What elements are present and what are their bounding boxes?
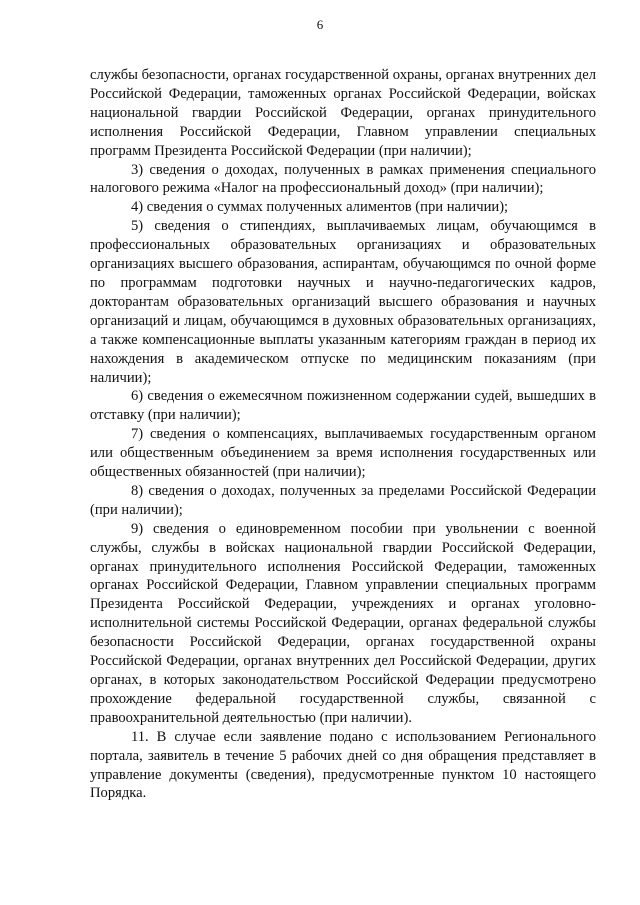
- document-body: [90, 66, 596, 803]
- paragraph-clause-11: 11. В случае если заявление подано с использованием Регионального портала, заявитель в течение 5 рабочих дней со дня обращения представляет в управление документы (сведения), предусмотренные пунктом 10 настоящего Порядка.: [90, 728, 596, 802]
- paragraph-item-4: 4) сведения о суммах полученных алиментов (при наличии);: [131, 199, 509, 216]
- paragraph-item-8: 8) сведения о доходах, полученных за пределами Российской Федерации (при наличии);: [90, 482, 596, 518]
- paragraph-continuation: службы безопасности, органах государственной охраны, органах внутренних дел Российской Федерации, таможенных органах Российской Федерации, войсках национальной гвардии Российской Федерации, органах принудительного исполнения Российской Федерации, Главном управлении специальных программ Президента Российской Федерации (при наличии);: [90, 67, 596, 159]
- paragraph-item-6: 6) сведения о ежемесячном пожизненном содержании судей, вышедших в отставку (при наличии);: [90, 388, 596, 424]
- paragraph-item-3: 3) сведения о доходах, полученных в рамках применения специального налогового режима «Налог на профессиональный доход» (при наличии);: [90, 161, 596, 197]
- paragraph-item-5: 5) сведения о стипендиях, выплачиваемых лицам, обучающимся в профессиональных образовательных организациях и образовательных организациях высшего образования, аспирантам, обучающимся по очной форме по программам подготовки научных и научно-педагогических кадров, докторантам образовательных организаций высшего образования и научных организаций и лицам, обучающимся в духовных образовательных организациях, а также компенсационные выплаты указанным категориям граждан в период их нахождения в академическом отпуске по медицинским показаниям (при наличии);: [90, 218, 596, 386]
- page-number: 6: [316, 17, 324, 32]
- paragraph-item-7: 7) сведения о компенсациях, выплачиваемых государственным органом или общественным объединением за время исполнения государственных или общественных обязанностей (при наличии);: [90, 426, 596, 481]
- paragraph-item-9: 9) сведения о единовременном пособии при увольнении с военной службы, службы в войсках национальной гвардии Российской Федерации, органах принудительного исполнения Российской Федерации, таможенных органах Российской Федерации, Главном управлении специальных программ Президента Российской Федерации, учреждениях и органах уголовно-исполнительной системы Российской Федерации, органах федеральной службы безопасности Российской Федерации, органах государственной охраны Российской Федерации, органах внутренних дел Российской Федерации, других органах, в которых законодательством Российской Федерации предусмотрено прохождение федеральной государственной службы, связанной с правоохранительной деятельностью (при наличии).: [90, 520, 596, 726]
